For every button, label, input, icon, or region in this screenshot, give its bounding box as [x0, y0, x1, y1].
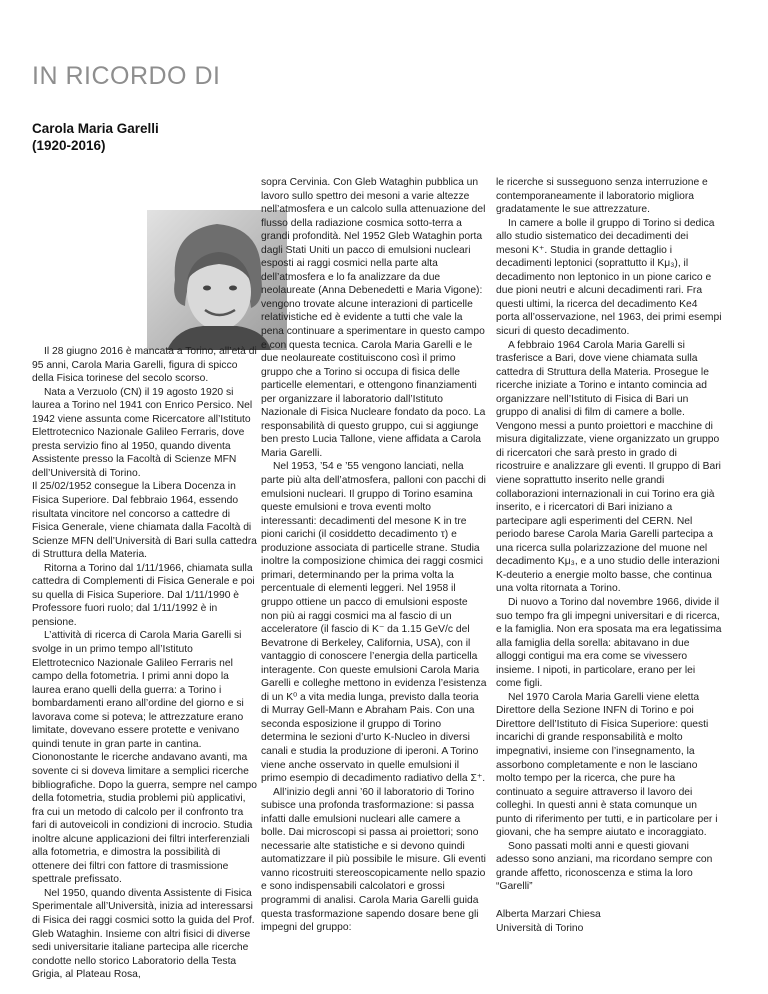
column-3 — [496, 176, 722, 935]
signature-affiliation: Università di Torino — [496, 922, 584, 934]
paragraph: Di nuovo a Torino dal novembre 1966, divide il suo tempo fra gli impegni universitari e di ricerca, e la famiglia. Non era sposata ma era legatissima alla famiglia della sorella: abitavano in due alloggi contigui ma era come se vivessero insieme. I nipoti, in particolare, erano per lei come figli. — [496, 596, 722, 690]
paragraph: L’attività di ricerca di Carola Maria Garelli si svolge in un primo tempo all’Istituto Elettrotecnico Nazionale Galileo Ferraris nel campo della fotometria. I primi anni dopo la laurea erano quelli della guerra: a Torino i bombardamenti erano all’ordine del giorno e si lavorava come si poteva; le attrezzature erano limitate, dovevano essere protette e venivano quindi tenute in gran parte in cantina. Ciononostante le ricerche andavano avanti, ma sovente ci si doveva limitare a semplici ricerche bibliografiche. Dopo la guerra, sempre nel campo della fotometria, studia problemi più applicativi, fra cui un metodo di calcolo per il confronto tra fari di autoveicoli in condizioni di incrocio. Studia inoltre alcune applicazioni dei filtri interferenziali alla fotometria, e dimostra la possibilità di ottenere dei filtri con fattore di trasmissione spettrale prefissato. — [32, 630, 257, 886]
paragraph: sopra Cervinia. Con Gleb Wataghin pubblica un lavoro sullo spettro dei mesoni a varie altezze nell’atmosfera e un calcolo sulla attenuazione del flusso della radiazione cosmica sotto-terra a grandi profondità. Nel 1952 Gleb Wataghin porta dagli Stati Uniti un pacco di emulsioni nucleari esposti ai raggi cosmici nella parte alta dell’atmosfera e lo fa analizzare da due neolaureate (Anna Debenedetti e Maria Vigone): vengono trovate alcune interazioni di particelle relativistiche ed è evidente a tutti che vale la pena continuare a sperimentare in questo campo e con questa tecnica. Carola Maria Garelli e le due neolaureate costituiscono così il primo gruppo che a Torino si occupa di fisica delle particelle elementari, e ottengono finanziamenti per organizzare il laboratorio dall’Istituto Nazionale di Fisica Nucleare fondato da poco. La responsabilità di questo gruppo, cui si aggiunge ben presto Lucia Tallone, viene affidata a Carola Maria Garelli. — [261, 177, 486, 459]
column-1 — [32, 345, 258, 982]
paragraph: Nel 1970 Carola Maria Garelli viene eletta Direttore della Sezione INFN di Torino e poi Direttore dell’Istituto di Fisica Superiore: questi incarichi di grande responsabilità e molto impegnativi, insieme con l’insegnamento, la assorbono completamente e non le lasciano molto tempo per la ricerca, che pure ha continuato a seguire attraverso il lavoro dei colleghi. In questi anni è stata comunque un punto di riferimento per tutti, e in particolare per i giovani, che ha sempre aiutato e incoraggiato. — [496, 691, 718, 839]
paragraph: Nel 1953, ’54 e ’55 vengono lanciati, nella parte più alta dell’atmosfera, palloni con pacchi di emulsioni nucleari. Il gruppo di Torino esamina queste emulsioni e trova eventi molto interessanti: decadimenti del mesone K in tre pioni carichi (il cosiddetto decadimento τ) e produzione associata di particelle strane. Studia inoltre la composizione chimica dei raggi cosmici primari, determinando per la prima volta la percentuale di elementi leggeri. Nel 1958 il gruppo ottiene un pacco di emulsioni esposte non più ai raggi cosmici ma al fascio di un acceleratore (il fascio di K⁻ da 1.15 GeV/c del Bevatrone di Berkeley, California, USA), con il vantaggio di conoscere l’energia della particella interagente. Con queste emulsioni Carola Maria Garelli e colleghe mettono in evidenza l’esistenza di un K⁰ a vita media lunga, previsto dalla teoria di Murray Gell-Mann e Abraham Pais. Con una seconda esposizione il gruppo di Torino determina le sezioni d’urto K-Nucleo in diversi canali e studia la produzione di iperoni. A Torino viene anche osservato in quelle emulsioni il primo esempio di decadimento radiativo della Σ⁺. — [261, 461, 487, 785]
paragraph: In camere a bolle il gruppo di Torino si dedica allo studio sistematico dei decadimenti dei mesoni K⁺. Studia in grande dettaglio i decadimenti leptonici (soprattutto il Kμ₃), il decadimento non leptonico in un pione carico e due pioni neutri e alcuni decadimenti rari. Fra questi ultimi, la ricerca del decadimento Ke4 porta all’osservazione, nel 1963, dei primi esempi sicuri di questo decadimento. — [496, 217, 722, 338]
paragraph: Nata a Verzuolo (CN) il 19 agosto 1920 si laurea a Torino nel 1941 con Enrico Persico. Nel 1942 viene assunta come Ricercatore all’Istituto Elettrotecnico Nazionale Galileo Ferraris, dove presta servizio fino al 1950, quando diventa Assistente presso la Facoltà di Scienze MFN dell’Università di Torino. — [32, 386, 253, 479]
paragraph: A febbraio 1964 Carola Maria Garelli si trasferisce a Bari, dove viene chiamata sulla cattedra di Struttura della Materia. Prosegue le ricerche iniziate a Torino e intanto comincia ad organizzare nell’Istituto di Fisica di Bari un gruppo di analisi di film di camere a bolle. Vengono messi a punto proiettori e macchine di misura digitalizzate, viene organizzato un gruppo di ricercatori che sarà presto in grado di ricostruire e analizzare gli eventi. Il gruppo di Bari viene soprattutto inserito nelle grandi collaborazioni internazionali in cui Torino era già inserito, e i ricercatori di Bari iniziano a partecipare agli esperimenti del CERN. Nel periodo barese Carola Maria Garelli partecipa a una ricerca sulla polarizzazione del muone nel decadimento Kμ₃, e a uno studio delle interazioni K-deuterio a energie molto basse, che continua una volta ritornata a Torino. — [496, 339, 721, 595]
column-2 — [261, 176, 487, 935]
paragraph: All’inizio degli anni ’60 il laboratorio di Torino subisce una profonda trasformazione: si passa infatti dalle emulsioni nucleari alle camere a bolle. Dai microscopi si passa ai proiettori; sono necessarie alte statistiche e si devono quindi automatizzare il più possibile le misure. Gli eventi vanno ricostruiti stereoscopicamente nello spazio e sono indispensabili calcolatori e grossi programmi di analisi. Carola Maria Garelli guida questa trasformazione sapendo dosare bene gli impegni del gruppo: — [261, 786, 486, 934]
paragraph: le ricerche si susseguono senza interruzione e contemporaneamente il laboratorio migliora gradatamente le sue attrezzature. — [496, 177, 708, 216]
paragraph: Ritorna a Torino dal 1/11/1966, chiamata sulla cattedra di Complementi di Fisica Generale e poi su quella di Fisica Superiore. Dal 1/11/1990 è Professore fuori ruolo; dal 1/11/1992 è in pensione. — [32, 562, 255, 628]
section-title: IN RICORDO DI — [32, 62, 221, 90]
paragraph: Nel 1950, quando diventa Assistente di Fisica Sperimentale all’Università, inizia ad interessarsi di Fisica dei raggi cosmici sotto la guida del Prof. Gleb Wataghin. Insieme con altri fisici di diverse sedi universitarie italiane partecipa alle ricerche condotte nello storico Laboratorio della Testa Grigia, al Plateau Rosa, — [32, 887, 255, 981]
paragraph: Sono passati molti anni e questi giovani adesso sono anziani, ma ricordano sempre con grande affetto, riconoscenza e stima la loro “Garelli” — [496, 840, 713, 893]
person-header — [32, 120, 159, 154]
signature-author: Alberta Marzari Chiesa — [496, 908, 601, 920]
person-dates: (1920-2016) — [32, 138, 106, 153]
paragraph: Il 28 giugno 2016 è mancata a Torino, all’età di 95 anni, Carola Maria Garelli, figura di spicco della Fisica torinese del secolo scorso. — [32, 346, 257, 385]
person-name: Carola Maria Garelli — [32, 121, 159, 136]
paragraph: Il 25/02/1952 consegue la Libera Docenza in Fisica Superiore. Dal febbraio 1964, essendo risultata vincitore nel concorso a cattedre di Fisica Generale, viene chiamata dalla Facoltà di Scienze MFN dell’Università di Bari sulla cattedra di Struttura della Materia. — [32, 481, 257, 561]
